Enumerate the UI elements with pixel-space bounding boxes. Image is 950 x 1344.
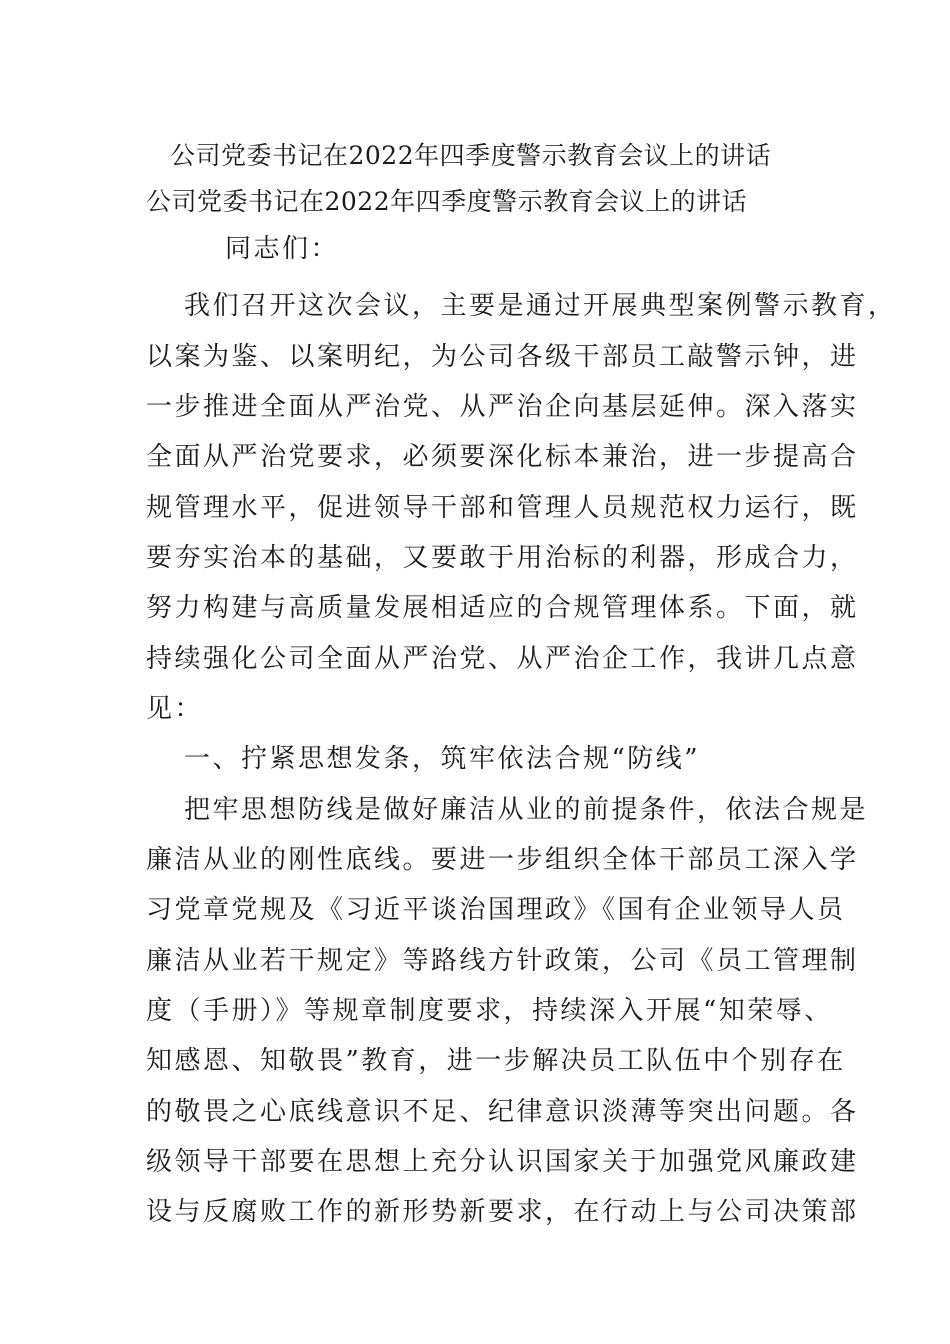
paragraph-line: 见： [146, 694, 204, 724]
paragraph-line: 习党章党规及《习近平谈治国理政》《国有企业领导人员 [146, 895, 846, 925]
paragraph-line: 持续强化公司全面从严治党、从严治企工作，我讲几点意 [146, 644, 859, 674]
paragraph-line: 以案为鉴、以案明纪，为公司各级干部员工敲警示钟，进 [146, 342, 859, 372]
paragraph-line: 级领导干部要在思想上充分认识国家关于加强党风廉政建 [146, 1147, 859, 1177]
paragraph-line: 一步推进全面从严治党、从严治企向基层延伸。深入落实 [146, 392, 859, 422]
paragraph-line: 知感恩、知敬畏”教育，进一步解决员工队伍中个别存在 [146, 1046, 846, 1076]
paragraph-line: 设与反腐败工作的新形势新要求，在行动上与公司决策部 [146, 1197, 859, 1227]
paragraph-line: 要夯实治本的基础，又要敢于用治标的利器，形成合力， [146, 543, 859, 573]
paragraph-line: 努力构建与高质量发展相适应的合规管理体系。下面，就 [146, 593, 859, 623]
paragraph-line: 把牢思想防线是做好廉洁从业的前提条件，依法合规是 [184, 795, 869, 825]
paragraph-line: 度（手册）》等规章制度要求，持续深入开展“知荣辱、 [146, 996, 833, 1026]
paragraph-line: 全面从严治党要求，必须要深化标本兼治，进一步提高合 [146, 442, 859, 472]
paragraph-line: 廉洁从业的刚性底线。要进一步组织全体干部员工深入学 [146, 845, 859, 875]
section-heading: 一、拧紧思想发条，筑牢依法合规“防线” [184, 744, 701, 774]
paragraph-line: 规管理水平，促进领导干部和管理人员规范权力运行，既 [146, 493, 859, 523]
document-title: 公司党委书记在2022年四季度警示教育会议上的讲话 [170, 141, 772, 170]
paragraph-line: 的敬畏之心底线意识不足、纪律意识淡薄等突出问题。各 [146, 1097, 859, 1127]
paragraph-line: 廉洁从业若干规定》等路线方针政策，公司《员工管理制 [146, 946, 859, 976]
salutation: 同志们： [225, 234, 340, 264]
document-title-repeat: 公司党委书记在2022年四季度警示教育会议上的讲话 [146, 187, 748, 216]
paragraph-line: 我们召开这次会议，主要是通过开展典型案例警示教育， [184, 291, 897, 321]
